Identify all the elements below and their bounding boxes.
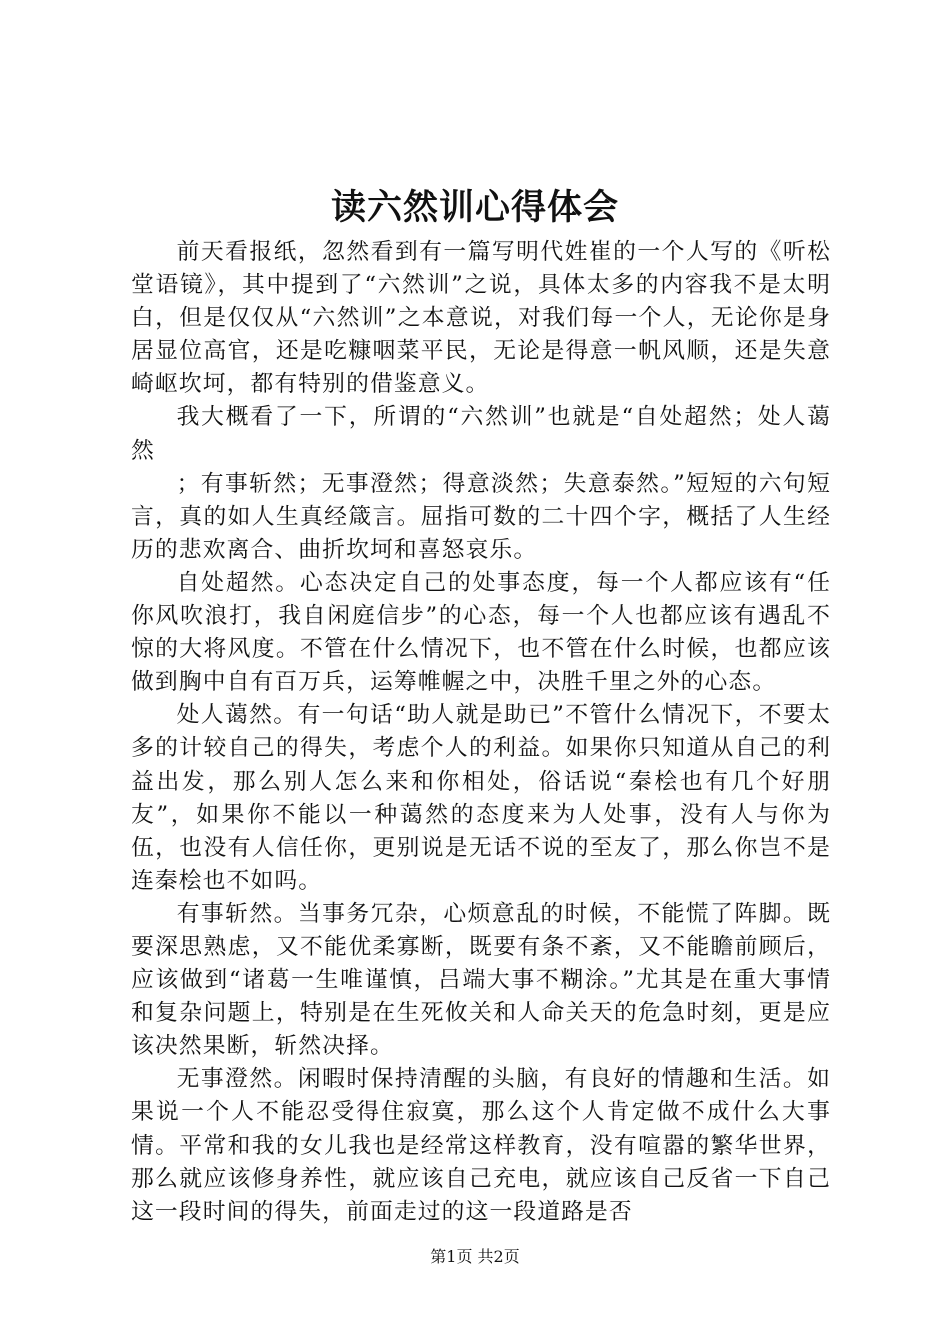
paragraph-calm-at-leisure: 无事澄然。闲暇时保持清醒的头脑，有良好的情趣和生活。如果说一个人不能忍受得住寂寞，那么这个人肯定做不成什么大事情。平常和我的女儿我也是经常这样教育，没有喧嚣的繁华世界，那么就应该修身养性，就应该自己充电，就应该自己反省一下自己这一段时间的得失，前面走过的这一段道路是否 [131,1066,831,1225]
document-title: 读六然训心得体会 [330,187,619,228]
paragraph-self-detached: 自处超然。心态决定自己的处事态度，每一个人都应该有“任你风吹浪打，我自闲庭信步”的心态，每一个人也都应该有遇乱不惊的大将风度。不管在什么情况下，也不管在什么时候，也都应该做到胸中自有百万兵，运筹帷幄之中，决胜千里之外的心态。 [131,569,831,696]
paragraph-intro: 前天看报纸，忽然看到有一篇写明代姓崔的一个人写的《听松堂语镜》，其中提到了“六然训”之说，具体太多的内容我不是太明白，但是仅仅从“六然训”之本意说，对我们每一个人，无论你是身居显位高官，还是吃糠咽菜平民，无论是得意一帆风顺，还是失意崎岖坎坷，都有特别的借鉴意义。 [131,239,831,398]
document-body [131,236,831,1229]
page-number-footer: 第1页 共2页 [430,1247,520,1266]
paragraph-six-maxims-start: 我大概看了一下，所谓的“六然训”也就是“自处超然；处人蔼然 [131,404,831,464]
paragraph-decisive-in-affairs: 有事斩然。当事务冗杂，心烦意乱的时候，不能慌了阵脚。既要深思熟虑，又不能优柔寡断，既要有条不紊，又不能瞻前顾后，应该做到“诸葛一生唯谨慎，吕端大事不糊涂。”尤其是在重大事情和复杂问题上，特别是在生死攸关和人命关天的危急时刻，更是应该决然果断，斩然决择。 [131,900,831,1060]
paragraph-six-maxims-end: ；有事斩然；无事澄然；得意淡然；失意泰然。”短短的六句短言，真的如人生真经箴言。屈指可数的二十四个字，概括了人生经历的悲欢离合、曲折坎坷和喜怒哀乐。 [131,470,831,563]
paragraph-amiable-to-others: 处人蔼然。有一句话“助人就是助已”不管什么情况下，不要太多的计较自己的得失，考虑个人的利益。如果你只知道从自己的利益出发，那么别人怎么来和你相处，俗话说“秦桧也有几个好朋友”，如果你不能以一种蔼然的态度来为人处事，没有人与你为伍，也没有人信任你，更别说是无话不说的至友了，那么你岂不是连秦桧也不如吗。 [131,702,831,894]
